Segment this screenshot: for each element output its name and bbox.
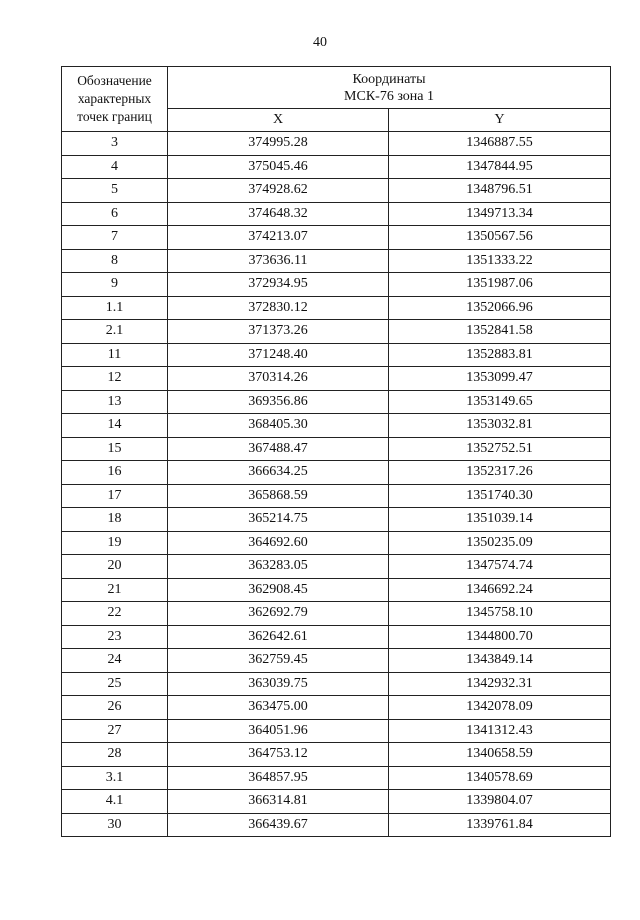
y-cell: 1350567.56	[389, 226, 611, 250]
y-cell: 1353032.81	[389, 414, 611, 438]
x-cell: 363039.75	[168, 672, 389, 696]
x-cell: 374648.32	[168, 202, 389, 226]
table-row	[62, 202, 611, 226]
table-body	[62, 132, 611, 837]
x-cell: 366634.25	[168, 461, 389, 485]
table-row	[62, 179, 611, 203]
table-row	[62, 602, 611, 626]
x-cell: 364051.96	[168, 719, 389, 743]
point-designation-header	[62, 67, 168, 132]
point-cell: 3.1	[62, 766, 168, 790]
table-row	[62, 625, 611, 649]
coordinates-header-line: Координаты	[352, 71, 426, 87]
y-cell: 1351039.14	[389, 508, 611, 532]
point-cell: 20	[62, 555, 168, 579]
y-cell: 1345758.10	[389, 602, 611, 626]
y-cell: 1348796.51	[389, 179, 611, 203]
y-cell: 1351987.06	[389, 273, 611, 297]
y-cell: 1341312.43	[389, 719, 611, 743]
y-cell: 1350235.09	[389, 531, 611, 555]
x-cell: 372830.12	[168, 296, 389, 320]
table-row	[62, 226, 611, 250]
y-cell: 1352066.96	[389, 296, 611, 320]
point-cell: 3	[62, 132, 168, 156]
y-cell: 1347574.74	[389, 555, 611, 579]
page-number: 40	[313, 35, 327, 50]
y-cell: 1346692.24	[389, 578, 611, 602]
table-header	[62, 67, 611, 132]
table-row	[62, 766, 611, 790]
point-cell: 8	[62, 249, 168, 273]
point-cell: 5	[62, 179, 168, 203]
point-cell: 23	[62, 625, 168, 649]
point-cell: 22	[62, 602, 168, 626]
point-cell: 27	[62, 719, 168, 743]
x-cell: 370314.26	[168, 367, 389, 391]
x-cell: 373636.11	[168, 249, 389, 273]
table-row	[62, 484, 611, 508]
y-cell: 1342078.09	[389, 696, 611, 720]
y-cell: 1351333.22	[389, 249, 611, 273]
y-cell: 1340578.69	[389, 766, 611, 790]
point-cell: 19	[62, 531, 168, 555]
x-cell: 364692.60	[168, 531, 389, 555]
coordinates-table	[61, 66, 611, 837]
x-cell: 362642.61	[168, 625, 389, 649]
x-cell: 374995.28	[168, 132, 389, 156]
point-cell: 1.1	[62, 296, 168, 320]
table-row	[62, 273, 611, 297]
x-cell: 363475.00	[168, 696, 389, 720]
x-cell: 364857.95	[168, 766, 389, 790]
y-column-header: Y	[389, 109, 611, 132]
x-cell: 362759.45	[168, 649, 389, 673]
x-cell: 365868.59	[168, 484, 389, 508]
y-cell: 1352883.81	[389, 343, 611, 367]
table-row	[62, 155, 611, 179]
x-cell: 369356.86	[168, 390, 389, 414]
y-cell: 1340658.59	[389, 743, 611, 767]
coordinates-header	[168, 67, 611, 109]
table-row	[62, 649, 611, 673]
point-cell: 4	[62, 155, 168, 179]
table-row	[62, 390, 611, 414]
point-cell: 6	[62, 202, 168, 226]
x-cell: 368405.30	[168, 414, 389, 438]
table-row	[62, 320, 611, 344]
point-cell: 17	[62, 484, 168, 508]
table-row	[62, 578, 611, 602]
table-row	[62, 743, 611, 767]
point-cell: 9	[62, 273, 168, 297]
x-cell: 375045.46	[168, 155, 389, 179]
point-cell: 30	[62, 813, 168, 837]
x-cell: 367488.47	[168, 437, 389, 461]
table-row	[62, 461, 611, 485]
x-cell: 362908.45	[168, 578, 389, 602]
x-cell: 366439.67	[168, 813, 389, 837]
y-cell: 1349713.34	[389, 202, 611, 226]
x-cell: 372934.95	[168, 273, 389, 297]
point-cell: 13	[62, 390, 168, 414]
table-row	[62, 296, 611, 320]
table-row	[62, 249, 611, 273]
table-row	[62, 508, 611, 532]
table-row	[62, 672, 611, 696]
point-cell: 16	[62, 461, 168, 485]
table-row	[62, 813, 611, 837]
table-row	[62, 696, 611, 720]
point-cell: 15	[62, 437, 168, 461]
y-cell: 1351740.30	[389, 484, 611, 508]
y-cell: 1352317.26	[389, 461, 611, 485]
y-cell: 1353149.65	[389, 390, 611, 414]
table-row	[62, 531, 611, 555]
table-row	[62, 555, 611, 579]
point-header-line: точек границ	[77, 109, 152, 124]
y-cell: 1347844.95	[389, 155, 611, 179]
point-cell: 26	[62, 696, 168, 720]
point-cell: 14	[62, 414, 168, 438]
point-cell: 2.1	[62, 320, 168, 344]
table-row	[62, 719, 611, 743]
y-cell: 1353099.47	[389, 367, 611, 391]
point-cell: 18	[62, 508, 168, 532]
point-cell: 11	[62, 343, 168, 367]
table-row	[62, 414, 611, 438]
point-header-line: Обозначение	[77, 73, 152, 88]
y-cell: 1344800.70	[389, 625, 611, 649]
x-cell: 366314.81	[168, 790, 389, 814]
point-cell: 4.1	[62, 790, 168, 814]
table-row	[62, 343, 611, 367]
coordinates-header-line: МСК-76 зона 1	[344, 88, 434, 104]
y-cell: 1339761.84	[389, 813, 611, 837]
x-cell: 371373.26	[168, 320, 389, 344]
x-cell: 365214.75	[168, 508, 389, 532]
y-cell: 1352841.58	[389, 320, 611, 344]
x-cell: 371248.40	[168, 343, 389, 367]
point-cell: 28	[62, 743, 168, 767]
table-row	[62, 437, 611, 461]
x-cell: 362692.79	[168, 602, 389, 626]
x-cell: 363283.05	[168, 555, 389, 579]
point-cell: 24	[62, 649, 168, 673]
x-cell: 374928.62	[168, 179, 389, 203]
y-cell: 1352752.51	[389, 437, 611, 461]
point-cell: 7	[62, 226, 168, 250]
point-cell: 21	[62, 578, 168, 602]
y-cell: 1343849.14	[389, 649, 611, 673]
y-cell: 1346887.55	[389, 132, 611, 156]
table-row	[62, 367, 611, 391]
table-row	[62, 790, 611, 814]
x-cell: 364753.12	[168, 743, 389, 767]
x-column-header: X	[168, 109, 389, 132]
y-cell: 1339804.07	[389, 790, 611, 814]
point-cell: 12	[62, 367, 168, 391]
point-cell: 25	[62, 672, 168, 696]
table-row	[62, 132, 611, 156]
x-cell: 374213.07	[168, 226, 389, 250]
point-header-line: характерных	[77, 91, 152, 106]
y-cell: 1342932.31	[389, 672, 611, 696]
